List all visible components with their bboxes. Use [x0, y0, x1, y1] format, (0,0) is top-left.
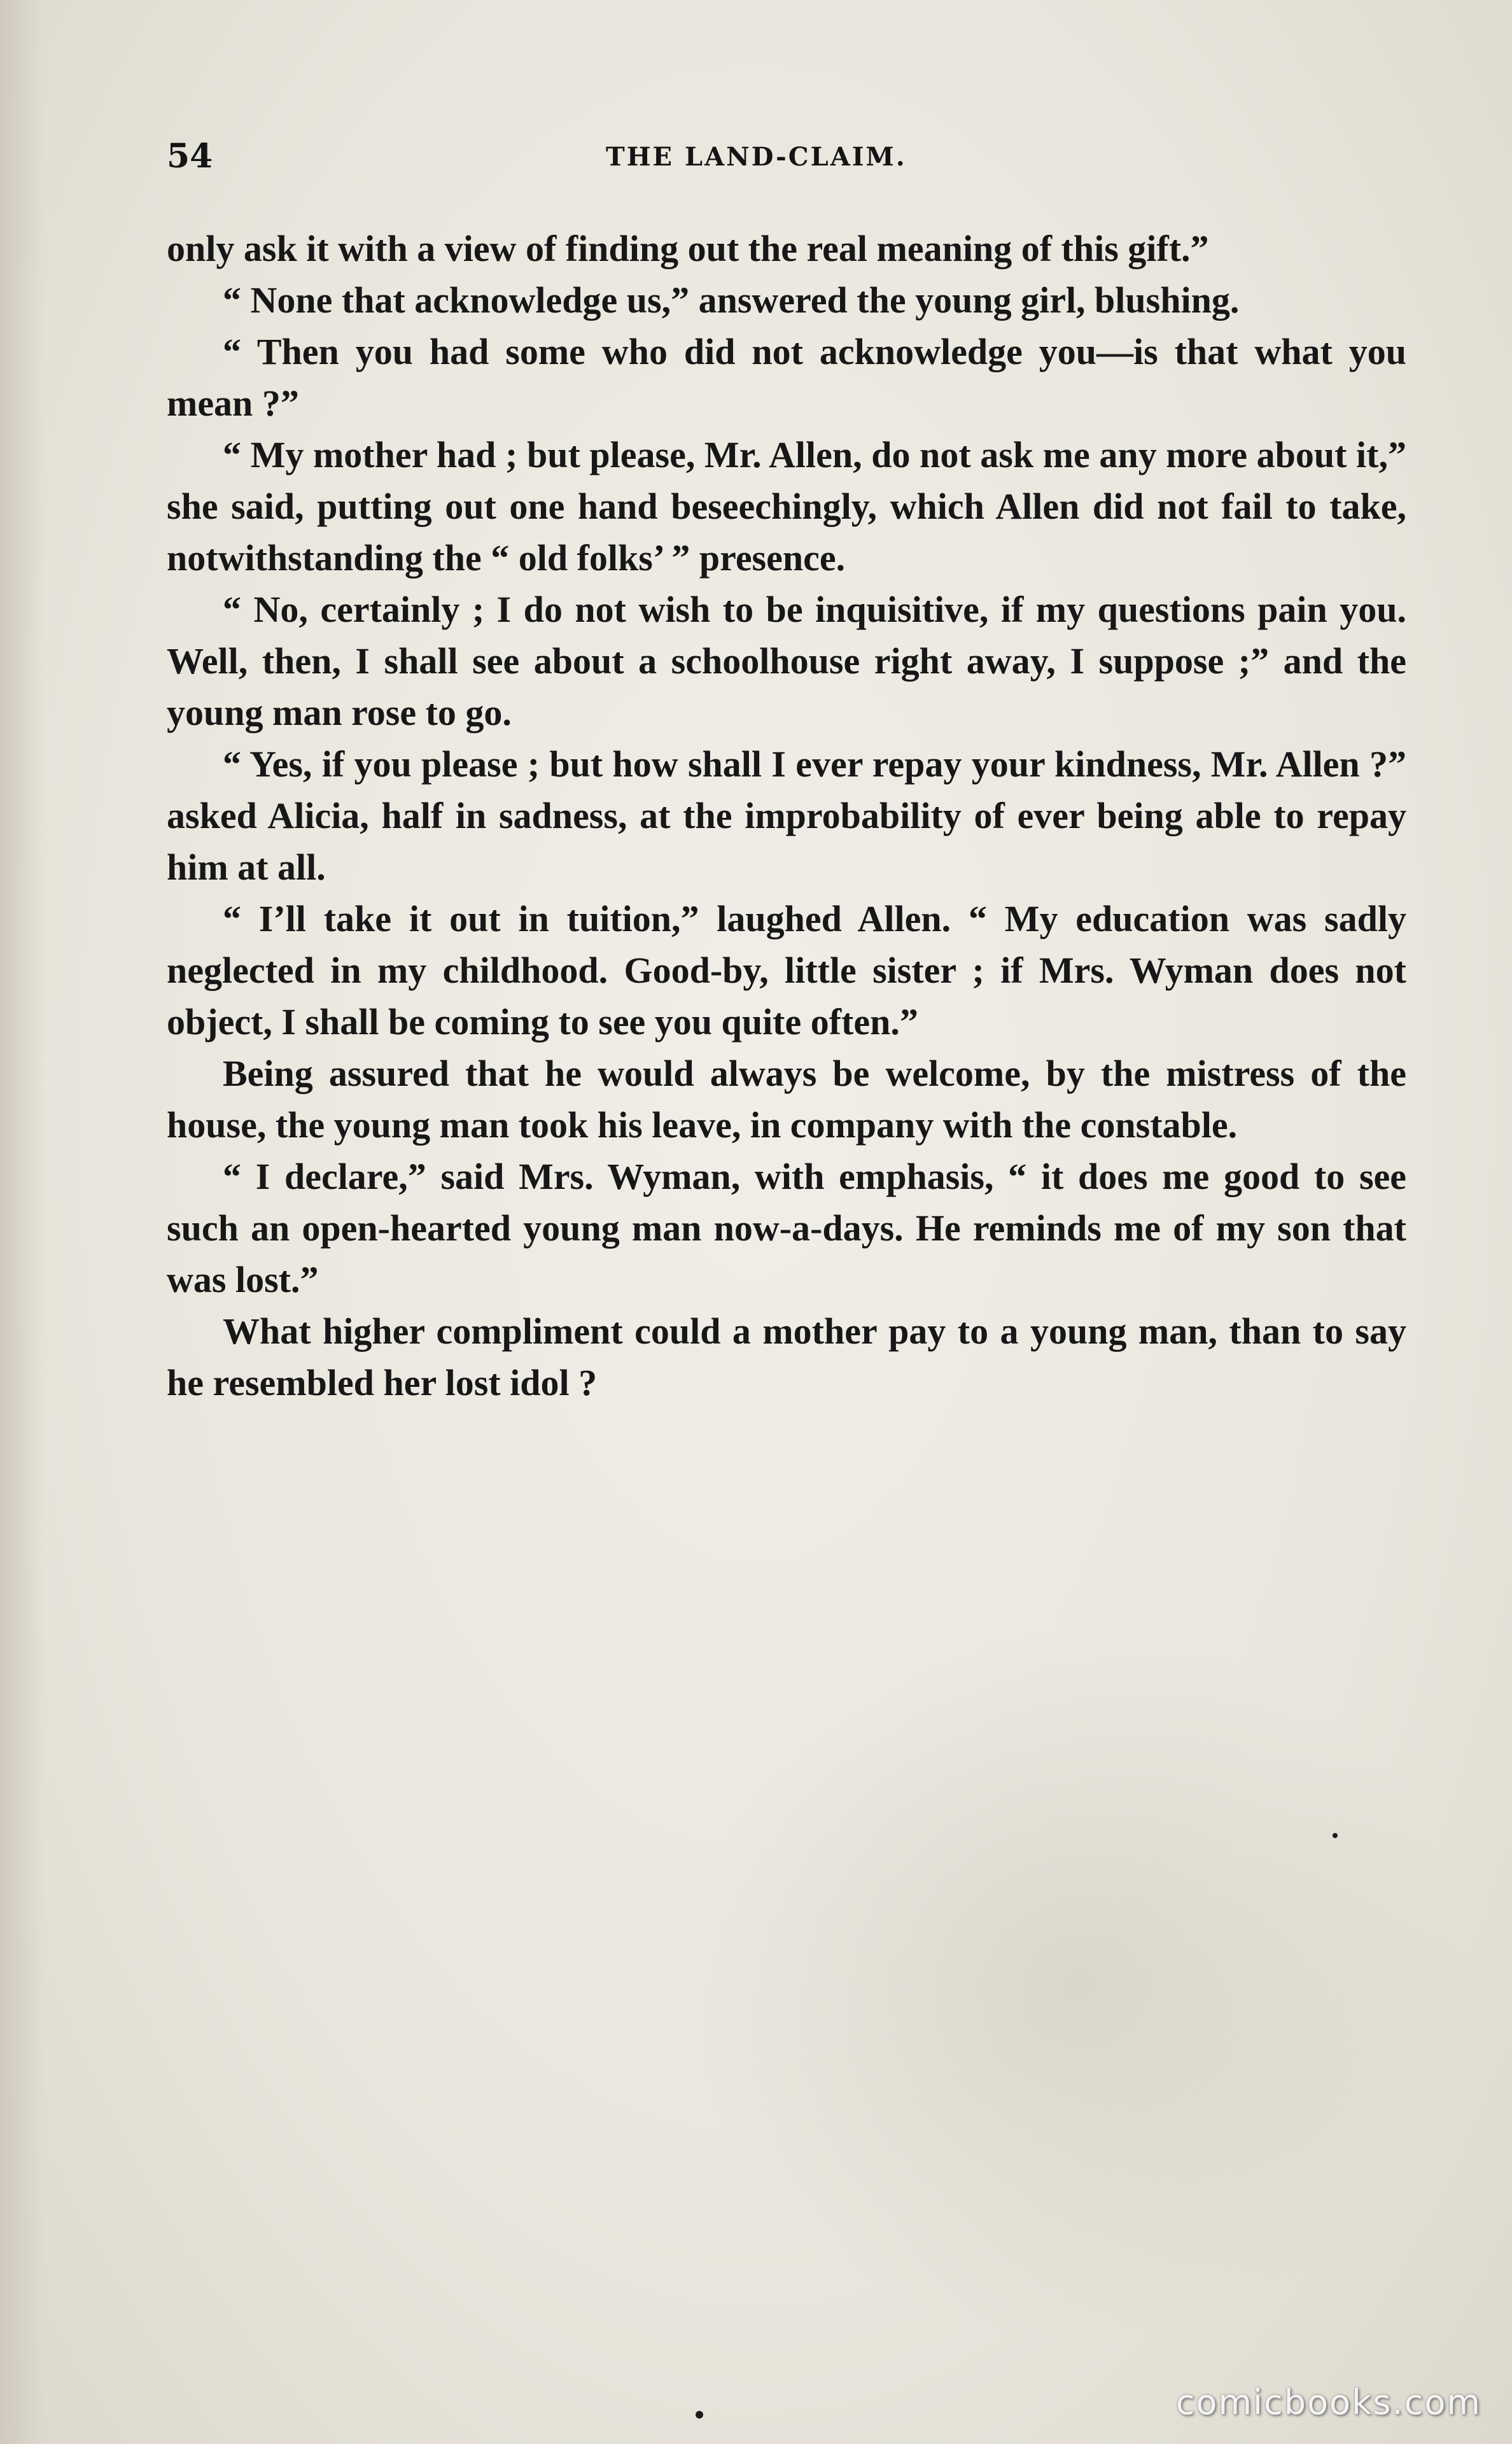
body-text	[167, 223, 1406, 1408]
paragraph: “ Then you had some who did not acknowledge you—is that what you mean ?”	[167, 331, 1406, 424]
page-edge-shadow	[0, 0, 45, 2444]
show-through-bleed	[687, 1629, 1470, 2342]
paragraph: “ My mother had ; but please, Mr. Allen, do not ask me any more about it,” she said, putting out one hand beseechingly, which Allen did not fail to take, notwithstanding the “ old folks’ ” presence.	[167, 434, 1406, 579]
paragraph: “ None that acknowledge us,” answered the young girl, blushing.	[223, 279, 1240, 321]
page-header	[167, 137, 1406, 175]
ink-speck	[696, 2411, 703, 2419]
paragraph: “ I’ll take it out in tuition,” laughed Allen. “ My education was sadly neglected in my childhood. Good-by, little sister ; if Mrs. Wyman does not object, I shall be coming to see you quite often.”	[167, 898, 1406, 1043]
paragraph: “ I declare,” said Mrs. Wyman, with emphasis, “ it does me good to see such an open-hearted young man now-a-days. He reminds me of my son that was lost.”	[167, 1156, 1406, 1300]
running-head: THE LAND-CLAIM.	[606, 142, 907, 172]
ink-speck	[1333, 1833, 1338, 1838]
paragraph: “ No, certainly ; I do not wish to be inquisitive, if my questions pain you. Well, then, I shall see about a schoolhouse right away, I suppose ;” and the young man rose to go.	[167, 589, 1406, 733]
site-watermark: comicbooks.com	[1175, 2382, 1481, 2422]
paragraph: only ask it with a view of finding out the real meaning of this gift.”	[167, 228, 1209, 269]
page-number: 54	[167, 137, 213, 176]
paragraph: “ Yes, if you please ; but how shall I ever repay your kindness, Mr. Allen ?” asked Alicia, half in sadness, at the improbability of ever being able to repay him at all.	[167, 743, 1406, 888]
paragraph: Being assured that he would always be welcome, by the mistress of the house, the young man took his leave, in company with the constable.	[167, 1053, 1406, 1146]
paragraph: What higher compliment could a mother pay to a young man, than to say he resembled her lost idol ?	[167, 1310, 1406, 1403]
